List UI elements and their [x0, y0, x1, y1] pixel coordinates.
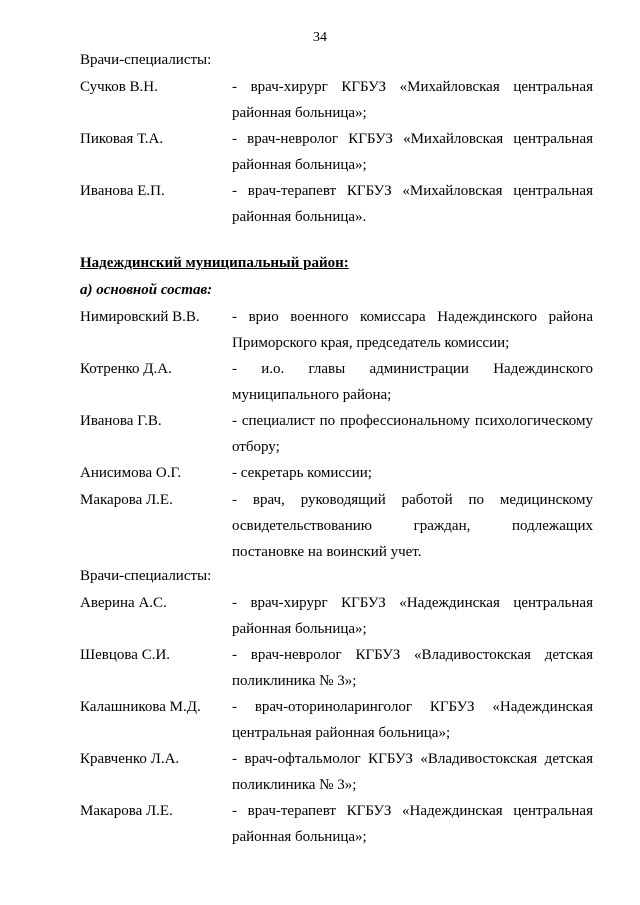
member-name: Пиковая Т.А.: [80, 131, 164, 147]
page-number: 34: [313, 30, 327, 45]
member-name: Макарова Л.Е.: [80, 803, 173, 819]
member-role: - врач-терапевт КГБУЗ «Михайловская центральная районная больница».: [232, 183, 593, 225]
member-name: Сучков В.Н.: [80, 79, 158, 95]
member-name: Анисимова О.Г.: [80, 465, 182, 481]
member-role: - врач-невролог КГБУЗ «Владивостокская детская поликлиника № 3»;: [232, 647, 593, 689]
member-role: - врач-хирург КГБУЗ «Надеждинская центральная районная больница»;: [232, 595, 593, 637]
district-title: Надеждинский муниципальный район:: [80, 255, 349, 271]
member-name: Шевцова С.И.: [80, 647, 171, 663]
specialists-label: Врачи-специалисты:: [80, 568, 212, 584]
member-name: Иванова Е.П.: [80, 183, 165, 199]
member-name: Котренко Д.А.: [80, 361, 172, 377]
member-role: - врач, руководящий работой по медицинскому освидетельствованию граждан, подлежащих постановке на воинский учет.: [232, 492, 593, 560]
member-role: - врач-невролог КГБУЗ «Михайловская центральная районная больница»;: [232, 131, 593, 173]
main-composition-label: а) основной состав:: [80, 282, 213, 298]
specialists-label: Врачи-специалисты:: [80, 52, 212, 68]
member-name: Нимировский В.В.: [80, 309, 200, 325]
member-role: - врио военного комиссара Надеждинского района Приморского края, председатель комиссии;: [232, 309, 593, 351]
member-name: Кравченко Л.А.: [80, 751, 180, 767]
member-role: - специалист по профессиональному психологическому отбору;: [232, 413, 593, 455]
member-role: - и.о. главы администрации Надеждинского муниципального района;: [232, 361, 593, 403]
member-name: Аверина А.С.: [80, 595, 167, 611]
member-name: Калашникова М.Д.: [80, 699, 201, 715]
member-role: - врач-оториноларинголог КГБУЗ «Надеждинская центральная районная больница»;: [232, 699, 593, 741]
member-role: - врач-хирург КГБУЗ «Михайловская центральная районная больница»;: [232, 79, 593, 121]
member-name: Макарова Л.Е.: [80, 492, 173, 508]
member-role: - врач-терапевт КГБУЗ «Надеждинская центральная районная больница»;: [232, 803, 593, 845]
member-role: - врач-офтальмолог КГБУЗ «Владивостокская детская поликлиника № 3»;: [232, 751, 593, 793]
member-role: - секретарь комиссии;: [232, 465, 372, 481]
member-name: Иванова Г.В.: [80, 413, 162, 429]
